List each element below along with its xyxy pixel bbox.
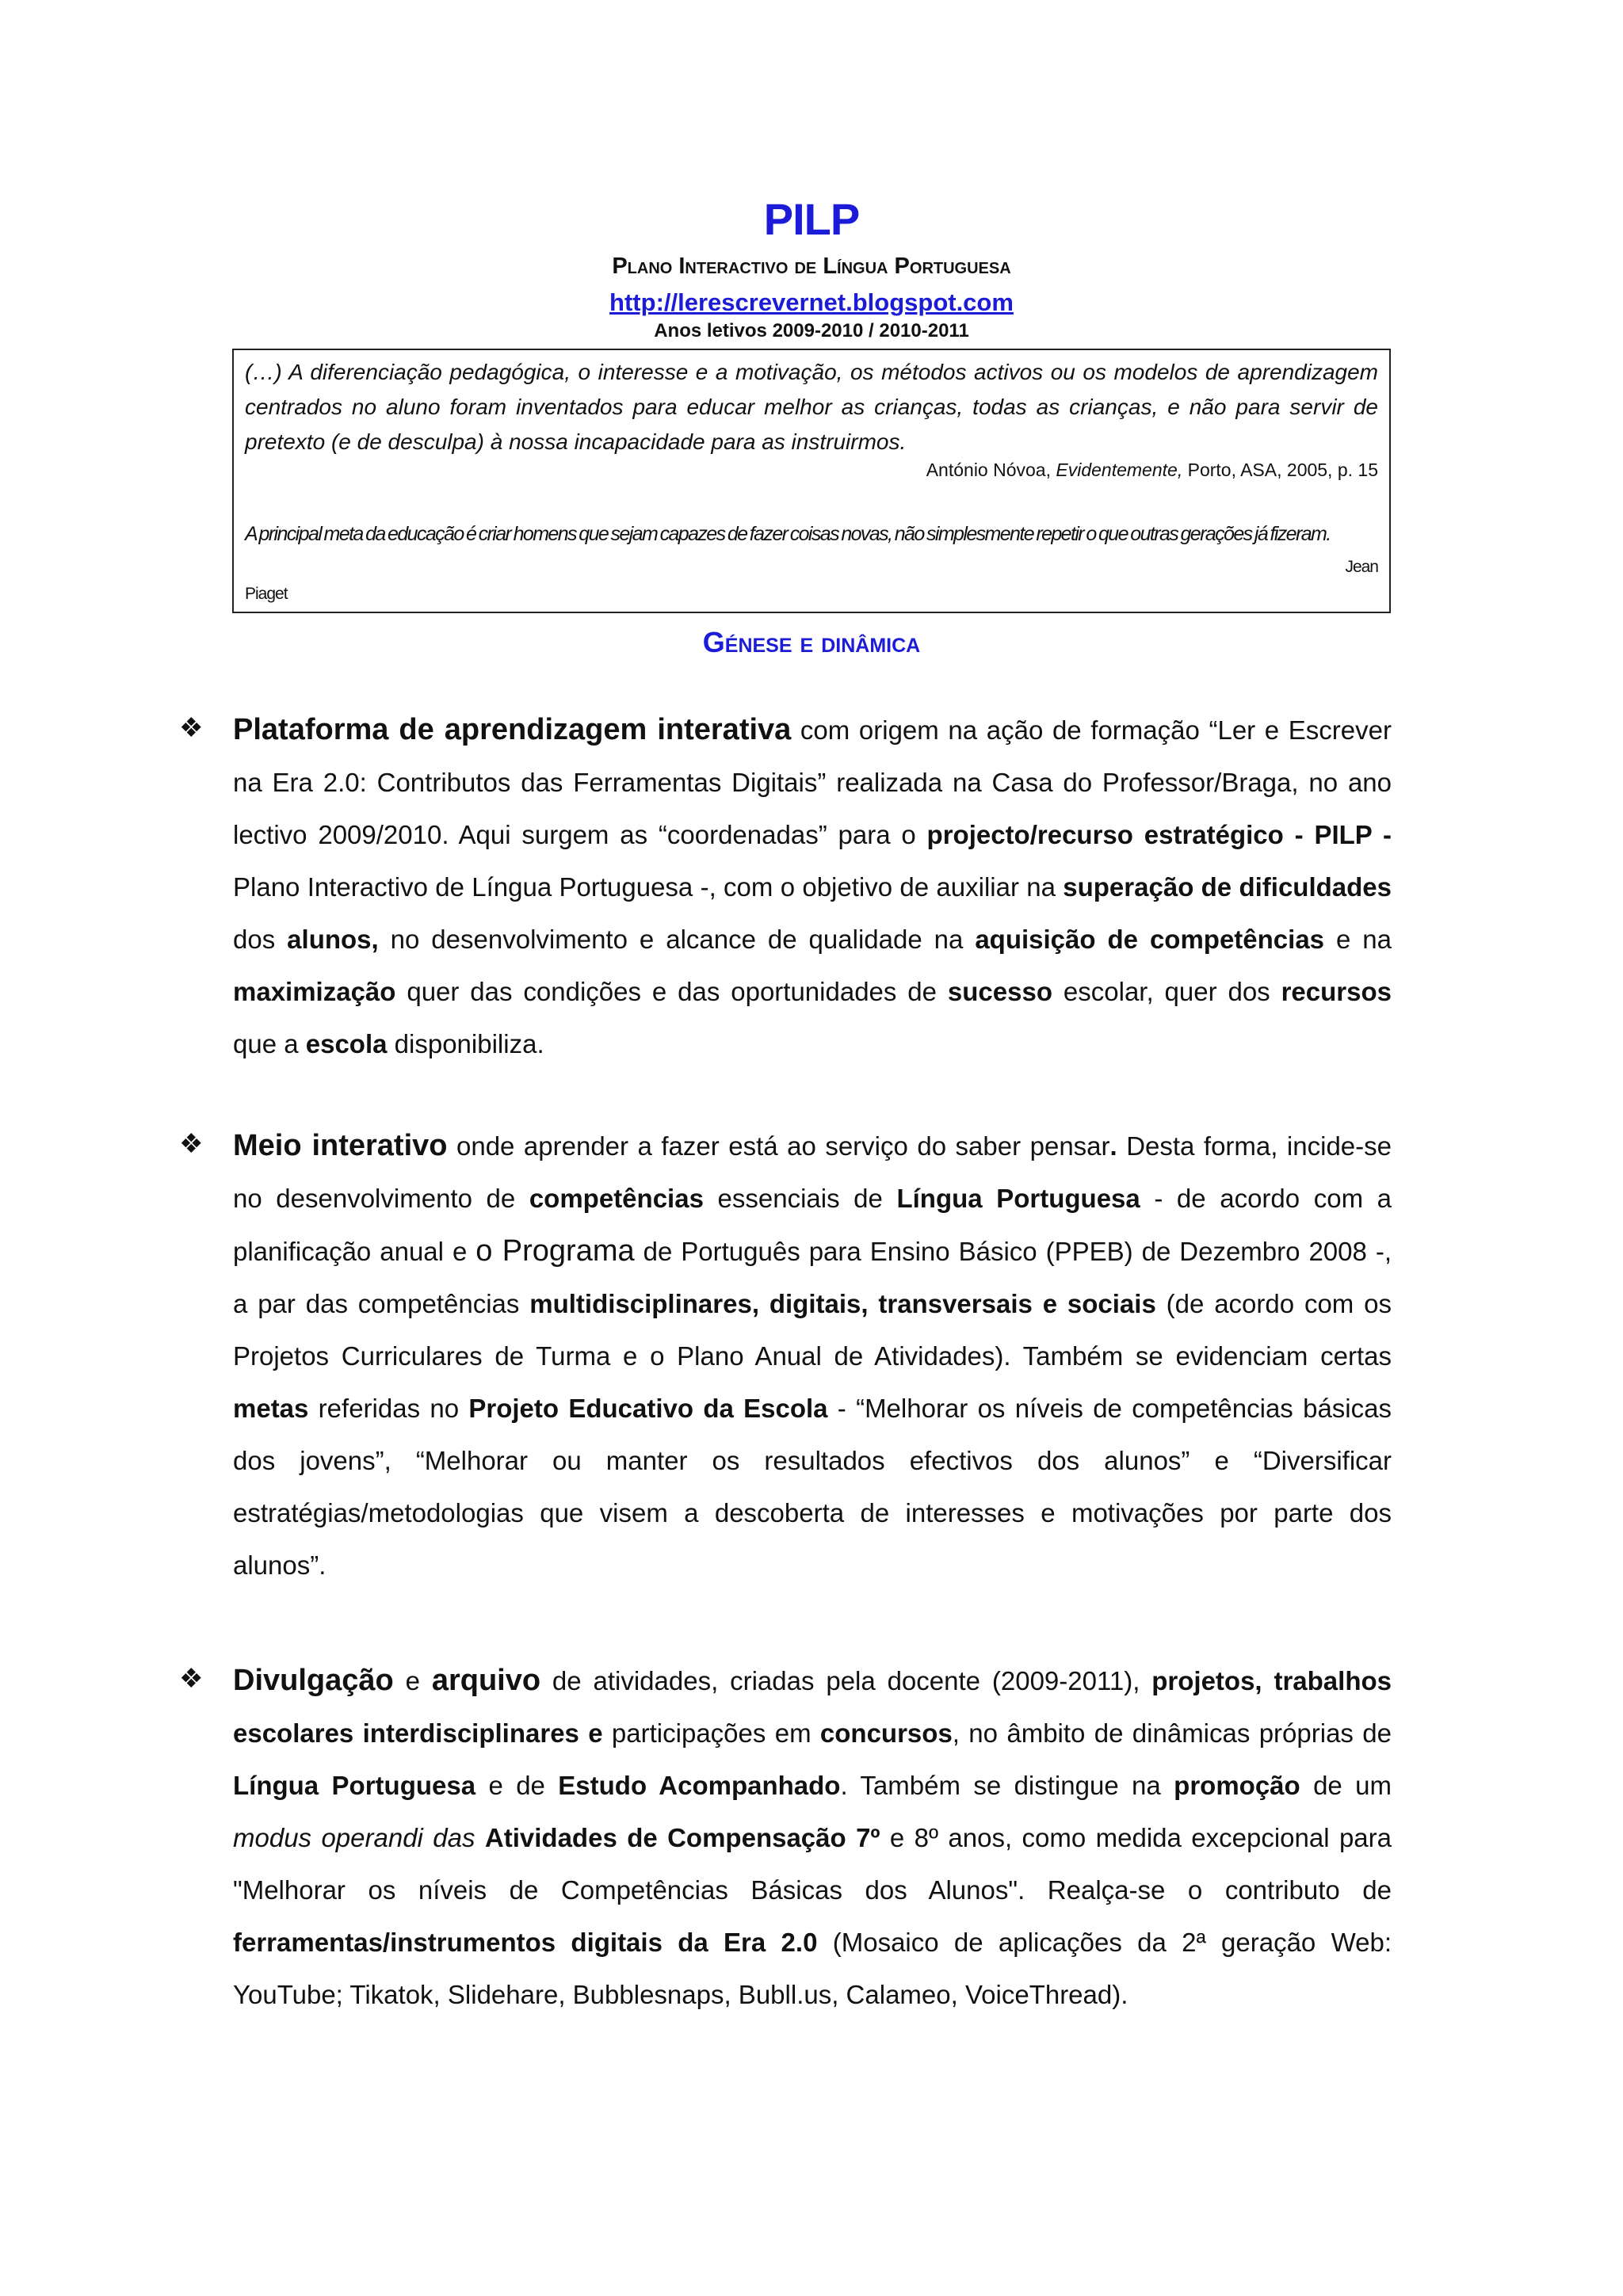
author-name: António Nóvoa,	[926, 460, 1056, 480]
document-subtitle: Plano Interactivo de Língua Portuguesa	[612, 254, 1011, 279]
section-heading: Génese e dinâmica	[702, 626, 921, 658]
quote-piaget-author-first: Jean	[1345, 558, 1378, 576]
quotes-box	[232, 349, 1391, 613]
diamond-bullet-icon: ❖	[179, 1129, 204, 1159]
diamond-bullet-icon: ❖	[179, 1664, 204, 1694]
author-source: Porto, ASA, 2005, p. 15	[1182, 460, 1378, 480]
school-years: Anos letivos 2009-2010 / 2010-2011	[654, 320, 969, 341]
document-title: PILP	[763, 194, 860, 244]
author-work: Evidentemente,	[1056, 460, 1183, 480]
quote-piaget-author-last: Piaget	[245, 585, 288, 603]
blog-link[interactable]: http://lerescrevernet.blogspot.com	[609, 288, 1014, 316]
diamond-bullet-icon: ❖	[179, 713, 204, 743]
paragraph-platform: Plataforma de aprendizagem interativa com origem na ação de formação “Ler e Escrever na Era 2.0: Contributos das Ferramentas Digitais” realizada na Casa do Professor/Braga, no ano lectivo 2009/2010. Aqui surgem as “coordenadas” para o projecto/recurso estratégico - PILP - Plano Interactivo de Língua Portuguesa -, com o objetivo de auxiliar na superação de dificuldades dos alunos, no desenvolvimento e alcance de qualidade na aquisição de competências e na maximização quer das condições e das oportunidades de sucesso escolar, quer dos recursos que a escola disponibiliza.	[233, 713, 1392, 1058]
quote-piaget: A principal meta da educação é criar homens que sejam capazes de fazer coisas novas, não simplesmente repetir o que outras gerações já fizeram.	[245, 523, 1331, 545]
quote-novoa: (…) A diferenciação pedagógica, o interesse e a motivação, os métodos activos ou os modelos de aprendizagem centrados no aluno foram inventados para educar melhor as crianças, todas as crianças, e não para servir de pretexto (e de desculpa) à nossa incapacidade para as instruirmos.	[245, 360, 1378, 454]
paragraph-interactive-medium: Meio interativo onde aprender a fazer está ao serviço do saber pensar. Desta forma, incide-se no desenvolvimento de competências essenciais de Língua Portuguesa - de acordo com a planificação anual e o Programa de Português para Ensino Básico (PPEB) de Dezembro 2008 -, a par das competências multidisciplinares, digitais, transversais e sociais (de acordo com os Projetos Curriculares de Turma e o Plano Anual de Atividades). Também se evidenciam certas metas referidas no Projeto Educativo da Escola - “Melhorar os níveis de competências básicas dos jovens”, “Melhorar ou manter os resultados efectivos dos alunos” e “Diversificar estratégias/metodologias que visem a descoberta de interesses e motivações por parte dos alunos”.	[233, 1129, 1392, 1580]
quote-novoa-author	[926, 460, 1378, 481]
paragraph-dissemination: Divulgação e arquivo de atividades, criadas pela docente (2009-2011), projetos, trabalhos escolares interdisciplinares e participações em concursos, no âmbito de dinâmicas próprias de Língua Portuguesa e de Estudo Acompanhado. Também se distingue na promoção de um modus operandi das Atividades de Compensação 7º e 8º anos, como medida excepcional para "Melhorar os níveis de Competências Básicas dos Alunos". Realça-se o contributo de ferramentas/instrumentos digitais da Era 2.0 (Mosaico de aplicações da 2ª geração Web: YouTube; Tikatok, Slidehare, Bubblesnaps, Bubll.us, Calameo, VoiceThread).	[233, 1664, 1392, 2009]
